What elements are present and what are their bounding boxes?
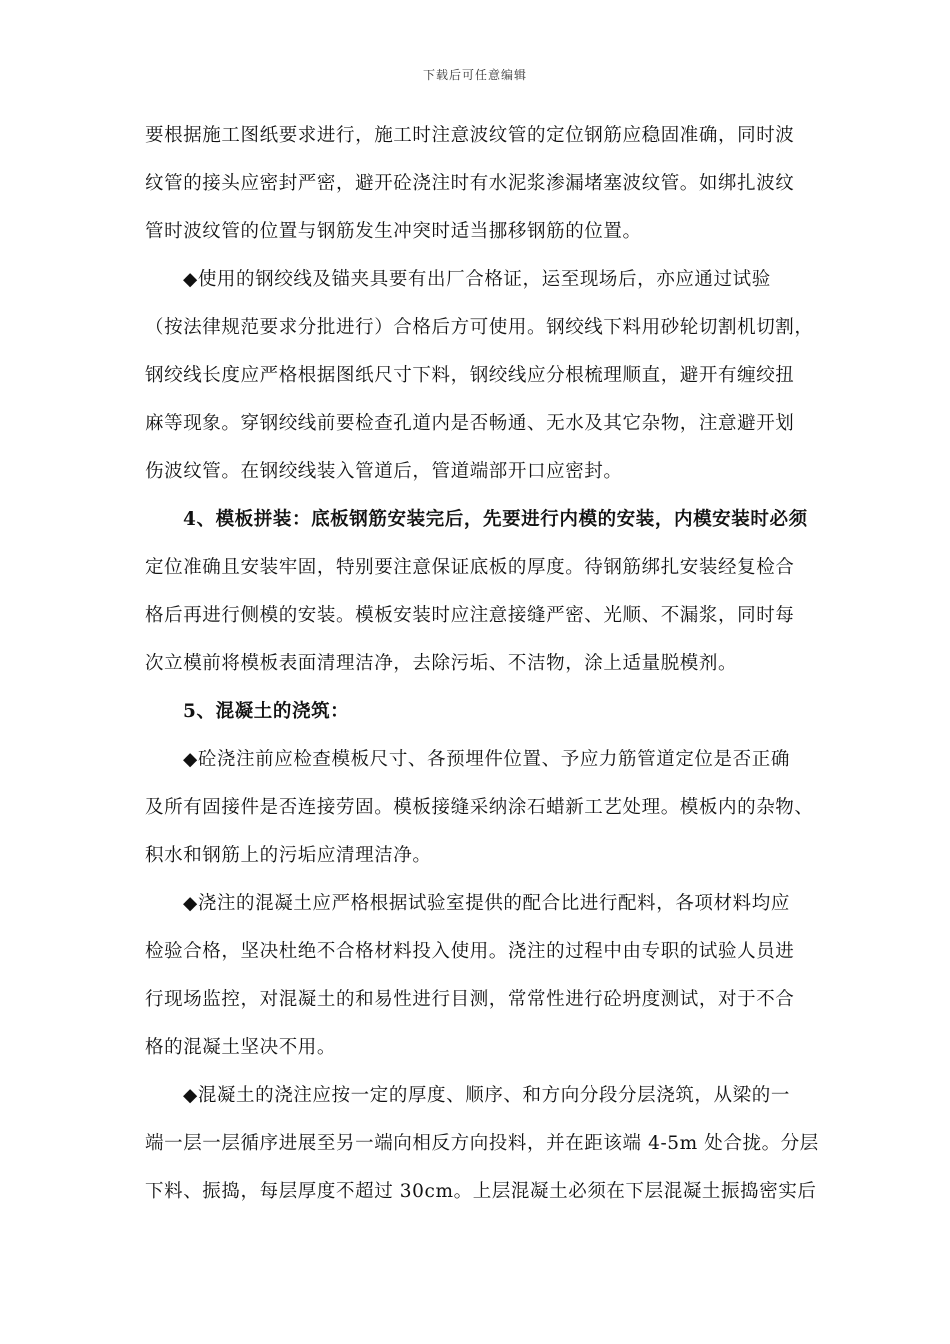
- paragraph-line: 要根据施工图纸要求进行，施工时注意波纹管的定位钢筋应稳固准确，同时波: [145, 125, 795, 146]
- bullet-paragraph-line: ◆砼浇注前应检查模板尺寸、各预埋件位置、予应力筋管道定位是否正确: [183, 749, 790, 770]
- paragraph-line: 行现场监控，对混凝土的和易性进行目测，常常性进行砼坍度测试，对于不合: [145, 989, 795, 1010]
- paragraph-line: 伤波纹管。在钢绞线装入管道后，管道端部开口应密封。: [145, 461, 623, 482]
- bullet-paragraph-line: ◆浇注的混凝土应严格根据试验室提供的配合比进行配料，各项材料均应: [183, 893, 790, 914]
- paragraph-line: 管时波纹管的位置与钢筋发生冲突时适当挪移钢筋的位置。: [145, 221, 642, 242]
- paragraph-line: 麻等现象。穿钢绞线前要检查孔道内是否畅通、无水及其它杂物，注意避开划: [145, 413, 795, 434]
- bullet-paragraph-line: ◆混凝土的浇注应按一定的厚度、顺序、和方向分段分层浇筑，从梁的一: [183, 1085, 790, 1106]
- paragraph-line: 端一层一层循序进展至另一端向相反方向投料，并在距该端 4-5m 处合拢。分层: [145, 1133, 819, 1154]
- paragraph-line: 次立模前将模板表面清理洁净，去除污垢、不洁物，涂上适量脱模剂。: [145, 653, 738, 674]
- paragraph-line: 定位准确且安装牢固，特别要注意保证底板的厚度。待钢筋绑扎安装经复检合: [145, 557, 795, 578]
- section-heading: 5、混凝土的浇筑：: [183, 701, 350, 722]
- header-note: 下载后可任意编辑: [422, 68, 527, 82]
- section-heading-line: 4、模板拼装：底板钢筋安装完后，先要进行内模的安装，内模安装时必须: [183, 509, 808, 530]
- paragraph-line: 积水和钢筋上的污垢应清理洁净。: [145, 845, 432, 866]
- paragraph-line: 检验合格，坚决杜绝不合格材料投入使用。浇注的过程中由专职的试验人员进: [145, 941, 795, 962]
- bullet-paragraph-line: ◆使用的钢绞线及锚夹具要有出厂合格证，运至现场后，亦应通过试验: [183, 269, 771, 290]
- paragraph-line: 下料、振捣，每层厚度不超过 30cm。上层混凝土必须在下层混凝土振捣密实后: [145, 1181, 817, 1202]
- paragraph-line: 格后再进行侧模的安装。模板安装时应注意接缝严密、光顺、不漏浆，同时每: [145, 605, 795, 626]
- paragraph-line: （按法律规范要求分批进行）合格后方可使用。钢绞线下料用砂轮切割机切割，: [145, 317, 814, 338]
- paragraph-line: 纹管的接头应密封严密，避开砼浇注时有水泥浆渗漏堵塞波纹管。如绑扎波纹: [145, 173, 795, 194]
- paragraph-line: 钢绞线长度应严格根据图纸尺寸下料，钢绞线应分根梳理顺直，避开有缠绞扭: [145, 365, 795, 386]
- paragraph-line: 及所有固接件是否连接劳固。模板接缝采纳涂石蜡新工艺处理。模板内的杂物、: [145, 797, 814, 818]
- paragraph-line: 格的混凝土坚决不用。: [145, 1037, 337, 1058]
